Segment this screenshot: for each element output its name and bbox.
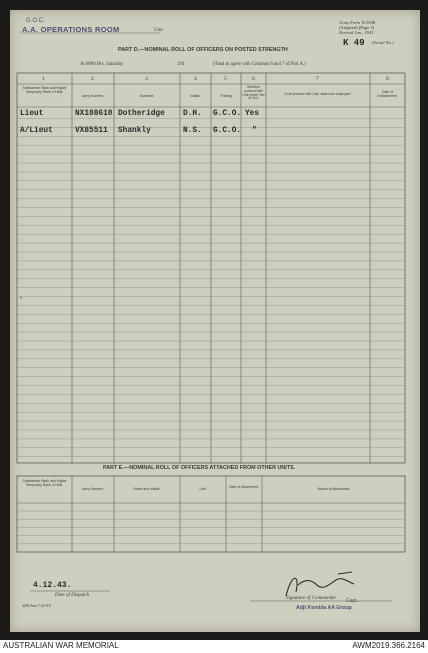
archive-footer — [0, 640, 428, 653]
serial-label: (Serial No.) — [372, 40, 394, 45]
row2-posting: G.C.O. — [213, 127, 242, 135]
col-header-embarkment: Date of Embarkment. — [377, 90, 398, 98]
signature-stamp: Adjt Kembla AA Group — [296, 605, 352, 611]
row1-number: NX108610 — [75, 110, 113, 118]
e-col-header-name: Name and Initials. — [133, 487, 161, 491]
signature-scribble — [286, 572, 354, 596]
margin-dot: • — [20, 296, 23, 302]
form-line2: (Adapted) (Page 3) — [339, 25, 375, 30]
col-header-surname: Surname. — [139, 94, 155, 98]
part-d-title: PART D.—NOMINAL ROLL OF OFFICERS ON POSTED STRENGTH — [118, 47, 288, 53]
row2-initials: N.S. — [183, 127, 202, 135]
col-number-1: 1 — [42, 76, 45, 82]
row1-posting: G.C.O. — [213, 110, 242, 118]
row2-surname: Shankly — [118, 127, 151, 135]
row2-rank: A/Lieut — [20, 127, 53, 135]
row1-surname: Dotheridge — [118, 110, 165, 118]
serial-value: K 49 — [343, 38, 365, 48]
signature-label: Signature of Commander — [286, 596, 337, 601]
printer-note: 4206 Paris 7/42 B.P. — [22, 604, 52, 608]
unit-stamp-line2: A.A. OPERATIONS ROOM — [22, 25, 120, 34]
form-line1: Army Form W.3008 — [339, 20, 376, 25]
dispatch-date-label: Date of Dispatch — [55, 593, 90, 598]
col-number-5: 5 — [224, 76, 227, 82]
form-line3: Revised Jan., 1941 — [339, 30, 374, 35]
col-header-employed: If not present with Unit, state how employed. — [284, 92, 352, 96]
col-number-3: 3 — [145, 76, 148, 82]
e-col-header-rank: Substantive Rank and Higher Temporary Rank, if Held. — [22, 479, 67, 487]
e-col-header-number: Army Number. — [82, 487, 104, 491]
part-d-subtitle-mid: 194 — [177, 62, 185, 67]
dispatch-date-value: 4.12.43. — [33, 581, 72, 590]
row2-number: VX85511 — [75, 127, 108, 135]
col-header-present: Whether present with Unit (enter Yes or No). — [242, 85, 265, 101]
signature-rank: Capt. — [346, 598, 358, 604]
row2-present: " — [252, 127, 257, 135]
col-number-4: 4 — [194, 76, 197, 82]
part-d-subtitle-left: At 0800 Hrs. Saturday — [80, 62, 124, 67]
col-header-army-number: Army Number. — [82, 94, 104, 98]
e-col-header-unit: Unit. — [199, 487, 207, 491]
col-number-8: 8 — [386, 76, 389, 82]
part-d-subtitle-right: (Total to agree with Columns 6 and 7 of Part A.) — [213, 62, 306, 67]
col-header-rank: Substantive Rank and Higher Temporary Rank, if Held. — [22, 86, 67, 94]
col-header-initials: Initials. — [190, 94, 201, 98]
row1-rank: Lieut — [20, 110, 44, 118]
e-col-header-date: Date of Attachment. — [229, 485, 259, 489]
col-number-6: 6 — [252, 76, 255, 82]
col-header-posting: Posting — [220, 94, 232, 98]
col-number-2: 2 — [91, 76, 94, 82]
unit-stamp-line1: G.O.C. — [26, 18, 45, 24]
footer-left: AUSTRALIAN WAR MEMORIAL — [3, 641, 119, 650]
unit-label: Unit — [154, 28, 163, 33]
row1-initials: D.H. — [183, 110, 202, 118]
row1-present: Yes — [245, 110, 260, 118]
part-e-title: PART E.—NOMINAL ROLL OF OFFICERS ATTACHED FROM OTHER UNITS. — [103, 465, 296, 471]
footer-right: AWM2019.366.2164 — [352, 641, 425, 650]
e-col-header-nature: Nature of Attachment. — [317, 487, 351, 491]
col-number-7: 7 — [316, 76, 319, 82]
